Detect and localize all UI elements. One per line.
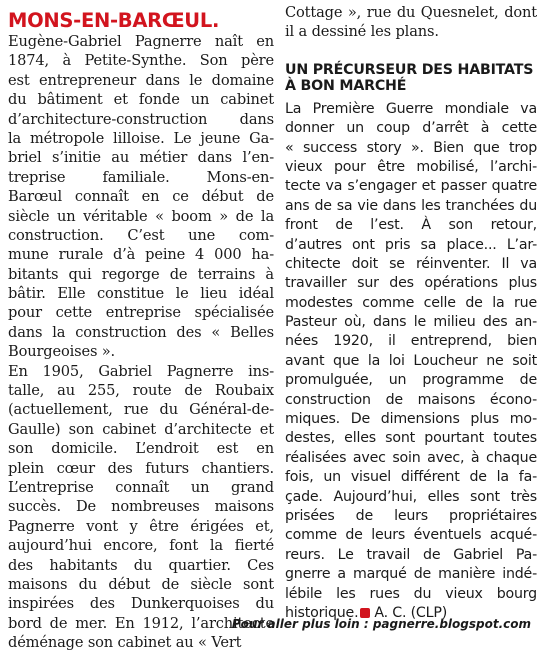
left-column xyxy=(8,0,274,653)
section-heading-line: À BON MARCHÉ xyxy=(285,77,407,94)
section-body xyxy=(285,100,537,624)
body-line: Eugène-Gabriel Pagnerre naît en xyxy=(8,33,274,50)
body-line-text: historique. xyxy=(285,604,359,621)
body-line: donner un coup d’arrêt à cette xyxy=(285,120,537,137)
body-line: siècle un véritable « boom » de la xyxy=(8,207,274,225)
body-line: Pasteur où, dans le milieu des an- xyxy=(285,314,537,331)
body-line: lébile les rues du vieux bourg xyxy=(285,585,537,602)
right-column xyxy=(285,0,537,623)
body-line: treprise familiale. Mons-en- xyxy=(8,168,274,186)
body-line: tecte va s’engager et passer quatre xyxy=(285,178,537,195)
body-line: avant que la loi Loucheur ne soit xyxy=(285,352,537,369)
body-line: succès. De nombreuses maisons xyxy=(8,498,274,516)
body-line: En 1905, Gabriel Pagnerre ins- xyxy=(8,362,274,380)
continued-text xyxy=(285,3,537,42)
body-line: comme de leurs éventuels acqué- xyxy=(285,527,537,544)
body-line: promulguée, un programme de xyxy=(285,372,537,389)
body-line: bâtir. Elle constitue le lieu idéal xyxy=(8,285,274,303)
body-line: dans la construction des « Belles xyxy=(8,323,274,341)
body-line: du bâtiment et fonde un cabinet xyxy=(8,91,274,109)
body-line: Gaulle) son cabinet d’architecte et xyxy=(8,420,274,438)
body-line: est entrepreneur dans le domaine xyxy=(8,71,274,89)
body-line: 1874, à Petite-Synthe. Son père xyxy=(8,52,274,70)
body-line: inspirées des Dunkerquoises du xyxy=(8,595,274,613)
body-line: réalisées avec soin avec, à chaque xyxy=(285,449,537,466)
body-line: maisons du début de siècle sont xyxy=(8,575,274,593)
body-line: destes, elles sont pourtant toutes xyxy=(285,430,537,447)
body-line: chitecte doit se réinventer. Il va xyxy=(285,255,537,272)
body-line: bitants qui regorge de terrains à xyxy=(8,265,274,283)
kicker-title: MONS-EN-BARŒUL. xyxy=(8,9,220,32)
body-line: bord de mer. En 1912, l’architecte xyxy=(8,614,274,632)
body-line: des habitants du quartier. Ces xyxy=(8,556,274,574)
body-line: Cottage », rue du Quesnelet, dont xyxy=(285,4,537,21)
body-line: d’autres ont pris sa place... L’ar- xyxy=(285,236,537,253)
body-line: mune rurale d’à peine 4 000 ha- xyxy=(8,246,274,264)
body-line: construction. C’est une com- xyxy=(8,226,274,244)
body-line: son domicile. L’endroit est en xyxy=(8,440,274,458)
body-line: vieux pour être mobilisé, l’archi- xyxy=(285,158,537,175)
body-line: reurs. Le travail de Gabriel Pa- xyxy=(285,546,537,563)
body-line: fois, un visuel différent de la fa- xyxy=(285,469,537,486)
body-line: Pagnerre vont y être érigées et, xyxy=(8,517,274,535)
body-line: Bourgeoises ». xyxy=(8,343,116,361)
body-line: briel s’initie au métier dans l’en- xyxy=(8,149,274,167)
body-line: front de l’est. À son retour, xyxy=(285,217,537,234)
body-line: talle, au 255, route de Roubaix xyxy=(8,382,274,400)
body-line: L’entreprise connaît un grand xyxy=(8,478,274,496)
body-line: aujourd’hui encore, font la fierté xyxy=(8,537,274,555)
body-line: travailler sur des opérations plus xyxy=(285,275,537,292)
signature: A. C. (CLP) xyxy=(374,604,448,621)
body-line: il a dessiné les plans. xyxy=(285,23,439,41)
body-line: Barœul connaît en ce début de xyxy=(8,188,274,206)
body-line: pour cette entreprise spécialisée xyxy=(8,304,274,322)
section-heading-line: UN PRÉCURSEUR DES HABITATS xyxy=(285,61,534,78)
body-line: prisées de leurs propriétaires xyxy=(285,507,537,524)
body-line: gnerre a marqué de manière indé- xyxy=(285,566,537,583)
body-line: modestes comme celle de la rue xyxy=(285,294,537,311)
body-line: plein cœur des futurs chantiers. xyxy=(8,459,274,477)
body-line: miques. De dimensions plus mo- xyxy=(285,411,537,428)
footer-link[interactable]: Pour aller plus loin : pagnerre.blogspot.com xyxy=(231,617,531,631)
body-line: la métropole lilloise. Le jeune Ga- xyxy=(8,129,274,147)
body-line: (actuellement, rue du Général-de- xyxy=(8,401,274,419)
body-line: déménage son cabinet au « Vert xyxy=(8,634,242,652)
body-line: ans de sa vie dans les tranchées du xyxy=(285,197,537,214)
body-line: d’architecture-construction dans xyxy=(8,110,274,128)
section-heading xyxy=(285,62,537,94)
body-line: nées 1920, il entreprend, bien xyxy=(285,333,537,350)
body-line: La Première Guerre mondiale va xyxy=(285,100,537,117)
body-line: çade. Aujourd’hui, elles sont très xyxy=(285,488,537,505)
body-line: « success story ». Bien que trop xyxy=(285,139,537,156)
body-line: construction de maisons écono- xyxy=(285,391,537,408)
